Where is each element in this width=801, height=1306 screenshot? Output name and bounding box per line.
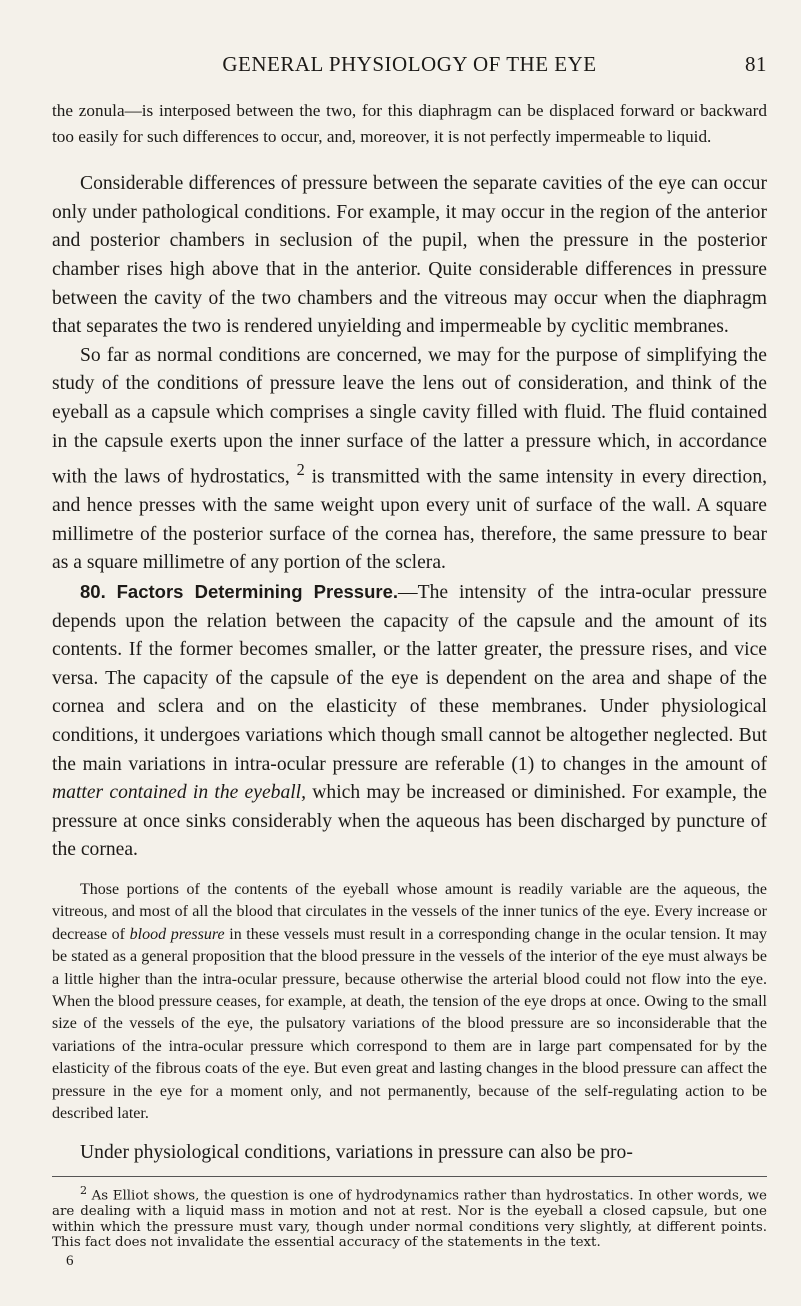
- paragraph-normal-conditions: [52, 342, 767, 578]
- paragraph-text: is transmitted with the same intensity in every direction, and hence presses with the same weight upon every unit of surface of the wall. A square millimetre of the posterior surface of the cornea has, therefore, the same pressure to bear as a square millimetre of any portion of the sclera.: [52, 466, 768, 574]
- paragraph-text: Those portions of the contents of the eyeball whose amount is readily variable are the aqueous, the vitreous, and most of all the blood that circulates in the vessels of the inner tunics of the eye. Every increase or decrease of: [52, 880, 767, 943]
- running-title: GENERAL PHYSIOLOGY OF THE EYE: [222, 52, 597, 76]
- emphasis-text: matter contained in the eyeball,: [52, 782, 307, 804]
- intro-paragraph: the zonula—is interposed between the two, for this diaphragm can be displaced forward or backward too easily for such differences to occur, and, moreover, it is not perfectly impermeable to liquid.: [52, 101, 767, 146]
- emphasis-text: blood pressure: [129, 925, 225, 943]
- signature-mark: 6: [66, 1252, 74, 1269]
- paragraph-pathological: Considerable differences of pressure between the separate cavities of the eye can occur only under pathological conditions. For example, it may occur in the region of the anterior and posterior chambers in seclusion of the pupil, when the pressure in the posterior chamber rises high above that in the anterior. Quite considerable differences in pressure between the cavity of the two chambers and the vitreous may occur when the diaphragm that separates the two is rendered unyielding and impermeable by cyclitic membranes.: [52, 173, 767, 338]
- book-page: [52, 52, 767, 1270]
- running-header: [52, 52, 767, 86]
- paragraph-section-80: [52, 578, 767, 865]
- section-number: 80.: [80, 581, 106, 603]
- page-number: 81: [745, 52, 767, 76]
- paragraph-text: which may be increased or diminished. For example, the pressure at once sinks considerably when the aqueous has been discharged by puncture of the cornea.: [52, 782, 767, 861]
- footnote-text: As Elliot shows, the question is one of hydrodynamics rather than hydrostatics. In other words, we are dealing with a liquid mass in motion and not at rest. Nor is the eyeball a closed capsule, but one within which the pressure must vary, though under normal conditions very slightly, at different points. This fact does not invalidate the essential accuracy of the statements in the text.: [52, 1188, 767, 1251]
- footnote: [52, 1183, 767, 1251]
- footnote-rule: [52, 1176, 767, 1177]
- footnote-marker: 2: [80, 1184, 88, 1198]
- paragraph-text: in these vessels must result in a corresponding change in the ocular tension. It may be stated as a general proposition that the blood pressure in the vessels of the interior of the eye must always be a little higher than the intra-ocular pressure, because otherwise the arterial blood could not flow into the eye. When the blood pressure ceases, for example, at death, the tension of the eye drops at once. Owing to the small size of the vessels of the eye, the pulsatory variations of the blood pressure are so inconsiderable that the variations of the intra-ocular pressure which correspond to them are in large part compensated for by the elasticity of the fibrous coats of the eye. But even great and lasting changes in the blood pressure can affect the pressure in the eye for a moment only, and not permanently, because of the self-regulating action to be described later.: [52, 925, 768, 1123]
- footnote-ref: 2: [296, 460, 305, 480]
- small-print-paragraph: [52, 879, 767, 1125]
- paragraph-text: So far as normal conditions are concerned, we may for the purpose of simplifying the study of the conditions of pressure leave the lens out of consideration, and think of the eyeball as a capsule which comprises a single cavity filled with fluid. The fluid contained in the capsule exerts upon the inner surface of the latter a pressure which, in accordance with the laws of hydrostatics,: [52, 344, 767, 488]
- section-heading: Factors Determining Pressure.: [116, 581, 399, 603]
- closing-line: Under physiological conditions, variations in pressure can also be pro-: [80, 1142, 633, 1164]
- paragraph-text: —The intensity of the intra-ocular pressure depends upon the relation between the capacity of the capsule and the amount of its contents. If the former becomes smaller, or the latter greater, the pressure rises, and vice versa. The capacity of the capsule of the eye is dependent on the area and shape of the cornea and sclera and on the elasticity of these membranes. Under physiological conditions, it undergoes variations which though small cannot be altogether neglected. But the main variations in intra-ocular pressure are referable (1) to changes in the amount of: [52, 582, 768, 775]
